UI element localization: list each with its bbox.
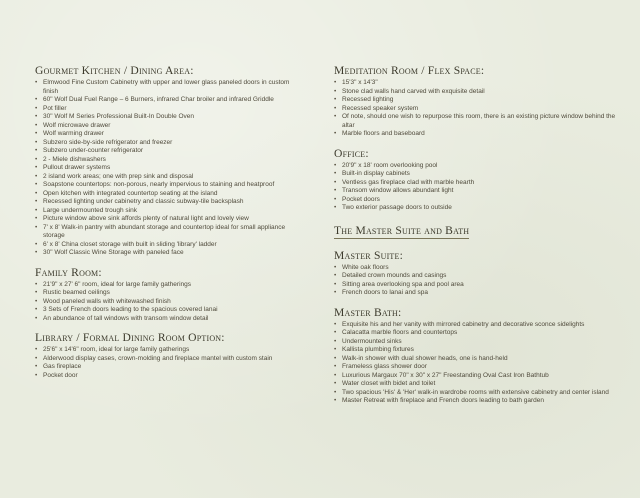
master-suite-and-bath-heading: The Master Suite and Bath — [334, 223, 470, 237]
meditation-heading: Meditation Room / Flex Space: — [334, 64, 485, 77]
list-item: • French doors to lanai and spa — [334, 289, 624, 298]
list-item: • 2 - Miele dishwashers — [35, 156, 305, 165]
list-item: • Ventless gas fireplace clad with marble hearth — [334, 179, 624, 188]
list-item: • Calacatta marble floors and countertops — [334, 329, 624, 338]
list-item: • Water closet with bidet and toilet — [334, 380, 624, 389]
list-item: • Walk-in shower with dual shower heads, one is hand-held — [334, 355, 624, 364]
list-item: • 7' x 8' Walk-in pantry with abundant storage and countertop ideal for small appliance storage — [35, 224, 305, 241]
list-item: • White oak floors — [334, 264, 624, 273]
list-item: • Gas fireplace — [35, 363, 305, 372]
master-bath-heading: Master Bath: — [334, 305, 402, 319]
meditation-list — [334, 79, 624, 139]
list-item: • 60" Wolf Dual Fuel Range – 6 Burners, infrared Char broiler and infrared Griddle — [35, 96, 305, 105]
master-suite-list — [334, 264, 624, 298]
list-item: • Elmwood Fine Custom Cabinetry with upper and lower glass paneled doors in custom finish — [35, 79, 305, 96]
list-item: • Open kitchen with integrated countertop seating at the island — [35, 190, 305, 199]
list-item: • 3 Sets of French doors leading to the spacious covered lanai — [35, 306, 305, 315]
list-item: • Recessed speaker system — [334, 105, 624, 114]
master-heading-block — [334, 221, 624, 241]
list-item: • Subzero under-counter refrigerator — [35, 147, 305, 156]
list-item: • Stone clad walls hand carved with exquisite detail — [334, 88, 624, 97]
list-item: • Built-in display cabinets — [334, 170, 624, 179]
list-item: • An abundance of tall windows with transom window detail — [35, 315, 305, 324]
family-room-list — [35, 281, 305, 324]
master-bath-section — [334, 306, 624, 406]
list-item: • Of note, should one wish to repurpose this room, there is an existing picture window behind the altar — [334, 113, 624, 130]
library-section — [35, 331, 305, 380]
list-item: • Marble floors and baseboard — [334, 130, 624, 139]
master-bath-list — [334, 321, 624, 406]
list-item: • 21'9" x 27' 6" room, ideal for large family gatherings — [35, 281, 305, 290]
list-item: • Wolf microwave drawer — [35, 122, 305, 131]
list-item: • Large undermounted trough sink — [35, 207, 305, 216]
left-column — [35, 64, 305, 388]
list-item: • Soapstone countertops: non-porous, nearly impervious to staining and heatproof — [35, 181, 305, 190]
list-item: • 15'3" x 14'3" — [334, 79, 624, 88]
family-room-section — [35, 266, 305, 324]
list-item: • Wood paneled walls with whitewashed finish — [35, 298, 305, 307]
library-list — [35, 346, 305, 380]
list-item: • 30" Wolf M Series Professional Built-In Double Oven — [35, 113, 305, 122]
list-item: • 30" Wolf Classic Wine Storage with paneled face — [35, 249, 305, 258]
list-item: • 20'9" x 18' room overlooking pool — [334, 162, 624, 171]
list-item: • Sitting area overlooking spa and pool area — [334, 281, 624, 290]
list-item: • 2 island work areas; one with prep sink and disposal — [35, 173, 305, 182]
list-item: • Alderwood display cases, crown-molding and fireplace mantel with custom stain — [35, 355, 305, 364]
kitchen-section — [35, 64, 305, 258]
list-item: • Subzero side-by-side refrigerator and freezer — [35, 139, 305, 148]
office-list — [334, 162, 624, 213]
list-item: • Wolf warming drawer — [35, 130, 305, 139]
right-column — [334, 64, 624, 414]
list-item: • Recessed lighting under cabinetry and classic subway-tile backsplash — [35, 198, 305, 207]
meditation-section — [334, 64, 624, 139]
list-item: • Two exterior passage doors to outside — [334, 204, 624, 213]
list-item: • Pocket door — [35, 372, 305, 381]
kitchen-list — [35, 79, 305, 258]
list-item: • Pullout drawer systems — [35, 164, 305, 173]
office-section — [334, 147, 624, 213]
list-item: • Recessed lighting — [334, 96, 624, 105]
list-item: • Pocket doors — [334, 196, 624, 205]
list-item: • Pot filler — [35, 105, 305, 114]
list-item: • Picture window above sink affords plenty of natural light and lovely view — [35, 215, 305, 224]
list-item: • Rustic beamed ceilings — [35, 289, 305, 298]
library-heading: Library / Formal Dining Room Option: — [35, 331, 225, 344]
list-item: • Undermounted sinks — [334, 338, 624, 347]
family-room-heading: Family Room: — [35, 265, 102, 279]
list-item: • Frameless glass shower door — [334, 363, 624, 372]
master-suite-heading: Master Suite: — [334, 248, 404, 262]
list-item: • Kallista plumbing fixtures — [334, 346, 624, 355]
list-item: • 25'6" x 14'6" room, ideal for large family gatherings — [35, 346, 305, 355]
list-item: • 6' x 8' China closet storage with built in sliding 'library' ladder — [35, 241, 305, 250]
list-item: • Exquisite his and her vanity with mirrored cabinetry and decorative sconce sidelights — [334, 321, 624, 330]
list-item: • Master Retreat with fireplace and French doors leading to bath garden — [334, 397, 624, 406]
list-item: • Luxurious Margaux 70" x 30" x 27" Freestanding Oval Cast Iron Bathtub — [334, 372, 624, 381]
office-heading: Office: — [334, 146, 369, 160]
list-item: • Two spacious 'His' & 'Her' walk-in wardrobe rooms with extensive cabinetry and center island — [334, 389, 624, 398]
list-item: • Detailed crown mounds and casings — [334, 272, 624, 281]
list-item: • Transom window allows abundant light — [334, 187, 624, 196]
kitchen-heading: Gourmet Kitchen / Dining Area: — [35, 64, 194, 77]
master-suite-section — [334, 249, 624, 298]
